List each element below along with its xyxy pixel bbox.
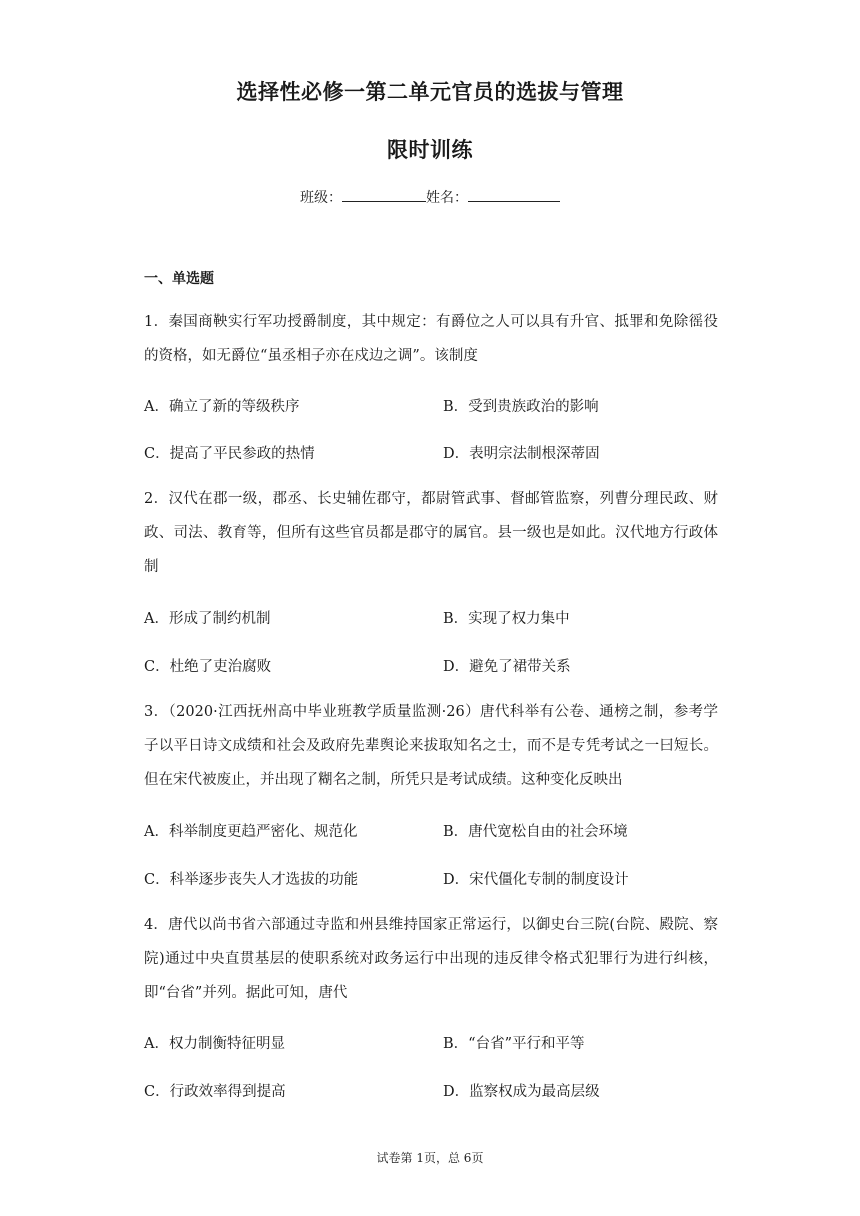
- question-1-option-c[interactable]: C．提高了平民参政的热情: [144, 446, 315, 462]
- name-label: 姓名：: [426, 190, 468, 206]
- name-blank[interactable]: [468, 187, 560, 202]
- question-4-option-a[interactable]: A．权力制衡特征明显: [144, 1036, 285, 1052]
- class-blank[interactable]: [342, 187, 426, 202]
- question-4-option-d[interactable]: D．监察权成为最高层级: [443, 1084, 600, 1100]
- question-1-option-a[interactable]: A．确立了新的等级秩序: [144, 399, 300, 415]
- page-footer: 试卷第 1页，总 6页: [376, 1151, 484, 1165]
- question-3-option-a[interactable]: A．科举制度更趋严密化、规范化: [144, 824, 358, 840]
- question-2-option-a[interactable]: A．形成了制约机制: [144, 611, 271, 627]
- section-title: 一、单选题: [144, 271, 214, 287]
- question-4-stem: 4．唐代以尚书省六部通过寺监和州县维持国家正常运行，以御史台三院(台院、殿院、察院)通过中央直贯基层的使职系统对政务运行中出现的违反律令格式犯罪行为进行纠核，即“台省”并列。据此可知，唐代: [144, 917, 718, 1001]
- question-4-option-b[interactable]: B．“台省”平行和平等: [443, 1036, 585, 1052]
- question-2-option-d[interactable]: D．避免了裙带关系: [443, 659, 571, 675]
- question-2-option-b[interactable]: B．实现了权力集中: [443, 611, 570, 627]
- question-3-option-d[interactable]: D．宋代僵化专制的制度设计: [443, 872, 629, 888]
- question-1-option-b[interactable]: B．受到贵族政治的影响: [443, 399, 599, 415]
- question-1-stem: 1．秦国商鞅实行军功授爵制度，其中规定：有爵位之人可以具有升官、抵罪和免除徭役的资格，如无爵位“虽丞相子亦在戍边之调”。该制度: [144, 314, 718, 364]
- student-info-line: [0, 187, 860, 207]
- question-4-option-c[interactable]: C．行政效率得到提高: [144, 1084, 286, 1100]
- page-title: 选择性必修一第二单元官员的选拔与管理: [236, 80, 624, 104]
- class-label: 班级：: [300, 190, 342, 206]
- question-2-option-c[interactable]: C．杜绝了吏治腐败: [144, 659, 272, 675]
- question-3-option-b[interactable]: B．唐代宽松自由的社会环境: [443, 824, 628, 840]
- page-subtitle: 限时训练: [387, 138, 473, 162]
- question-3-option-c[interactable]: C．科举逐步丧失人才选拔的功能: [144, 872, 359, 888]
- question-2-stem: 2．汉代在郡一级，郡丞、长史辅佐郡守，都尉管武事、督邮管监察，列曹分理民政、财政、司法、教育等，但所有这些官员都是郡守的属官。县一级也是如此。汉代地方行政体制: [144, 491, 718, 575]
- question-1-option-d[interactable]: D．表明宗法制根深蒂固: [443, 446, 600, 462]
- question-3-stem: 3．（2020·江西抚州高中毕业班教学质量监测·26）唐代科举有公卷、通榜之制，参考学子以平日诗文成绩和社会及政府先辈舆论来拔取知名之士，而不是专凭考试之一曰短长。但在宋代被废止，并出现了糊名之制，所凭只是考试成绩。这种变化反映出: [144, 704, 718, 788]
